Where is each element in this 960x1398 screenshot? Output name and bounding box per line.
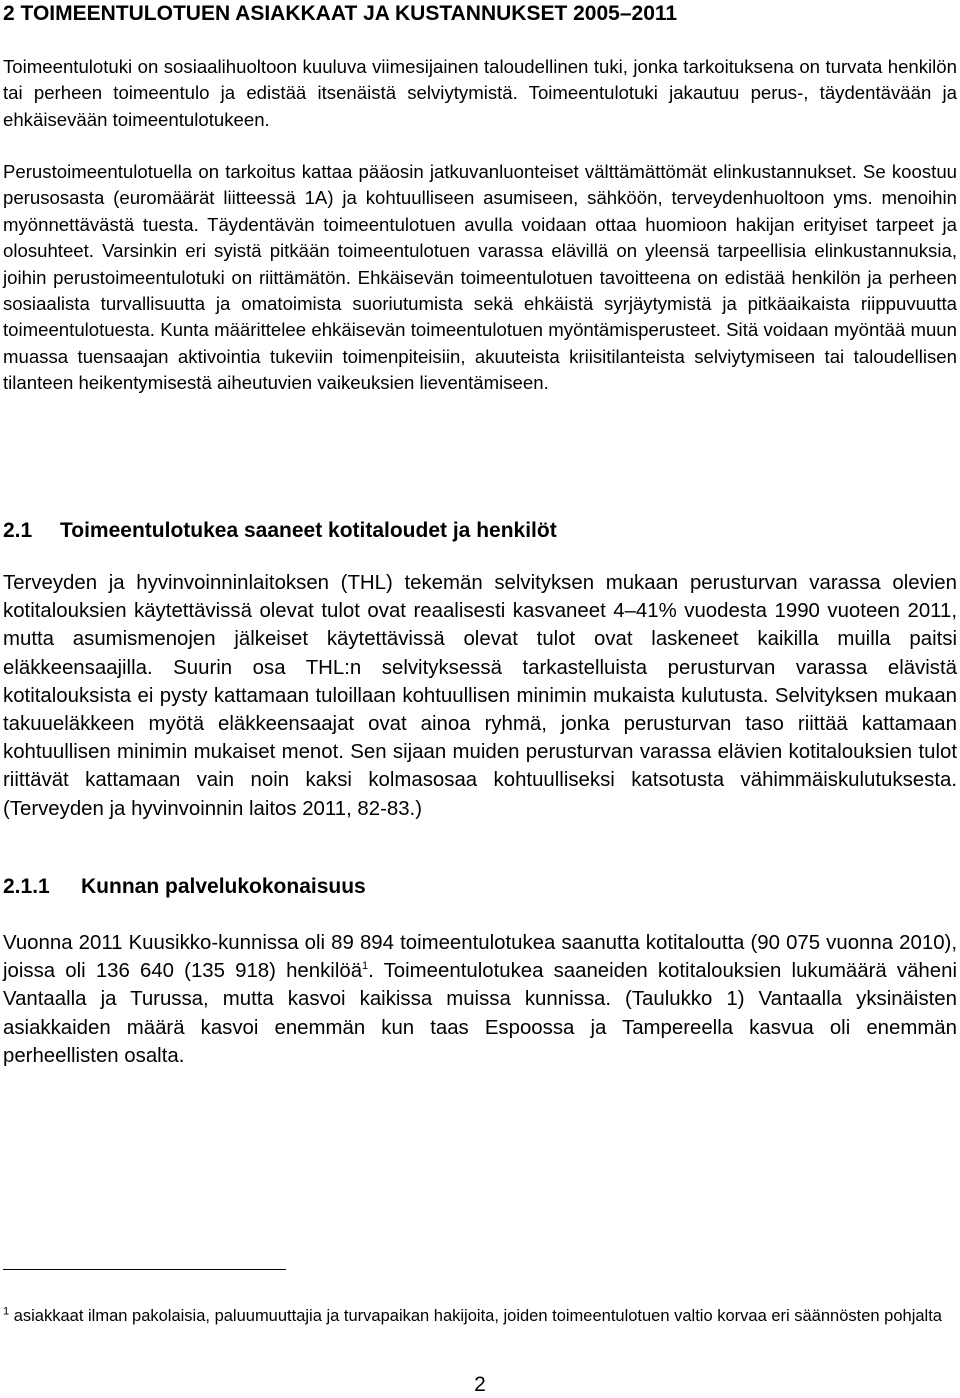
intro-paragraph: Toimeentulotuki on sosiaalihuoltoon kuuluva viimesijainen taloudellinen tuki, jonka tarkoituksena on turvata henkilön tai perheen toimeentulo ja edistää itsenäistä selviytymistä. Toimeentulotuki jakautuu perus-, täydentävään ja ehkäisevään toimeentulotukeen.	[3, 56, 957, 130]
municipal-text-end: . Toimeentulotukea saaneiden kotitalouksien lukumäärä väheni Vantaalla ja Turussa, mutta kasvoi kaikissa muissa kunnissa. (Taulukko 1) Vantaalla yksinäisten asiakkaiden määrä kasvoi enemmän kun taas Espoossa ja Tampereella kasvua oli enemmän perheellisten osalta.	[3, 960, 957, 1067]
subsection-heading	[3, 873, 366, 901]
footnote	[3, 1304, 957, 1328]
basic-support-paragraph: Perustoimeentulotuella on tarkoitus kattaa pääosin jatkuvanluonteiset välttämättömät elinkustannukset. Se koostuu perusosasta (euromäärät liitteessä 1A) ja kohtuulliseen asumiseen, sähköön, terveydenhuoltoon yms. menoihin myönnettävästä tuesta. Täydentävän toimeentulotuen avulla voidaan ottaa huomioon hakijan erityiset tarpeet ja olosuhteet. Varsinkin eri syistä pitkään toimeentulotuen varassa elävillä on yleensä tarpeellisia elinkustannuksia, joihin perustoimeentulotuki on riittämätön. Ehkäisevän toimeentulotuen tavoitteena on edistää henkilön ja perheen sosiaalista turvallisuutta ja omatoimista suoriutumista sekä ehkäistä syrjäytymistä ja pitkäaikaista riippuvuutta toimeentulotuesta. Kunta määrittelee ehkäisevän toimeentulotuen myöntämisperusteet. Sitä voidaan myöntää muun muassa tuensaajan aktivointia tukeviin toimenpiteisiin, akuuteista kriisitilanteista selviytymiseen tai taloudellisen tilanteen heikentymisestä aiheutuvien vaikeuksien lieventämiseen.	[3, 161, 957, 394]
footnote-text: asiakkaat ilman pakolaisia, paluumuuttajia ja turvapaikan hakijoita, joiden toimeentulotuen valtio korvaa eri säännösten pohjalta	[13, 1307, 942, 1325]
section-number: 2.1	[3, 519, 33, 542]
footnote-separator	[3, 1269, 286, 1270]
page-number: 2	[474, 1373, 486, 1396]
thl-study-paragraph: Terveyden ja hyvinvoinninlaitoksen (THL) tekemän selvityksen mukaan perusturvan varassa olevien kotitalouksien käytettävissä olevat tulot ovat reaalisesti kasvaneet 4–41% vuodesta 1990 vuoteen 2011, mutta asumismenojen jälkeiset käytettävissä olevat tulot ovat laskeneet kaikilla muilla paitsi eläkkeensaajilla. Suurin osa THL:n selvityksessä tarkastelluista perusturvan varassa elävistä kotitalouksista ei pysty kattamaan tuloillaan kohtuullisen minimin mukaista kulutusta. Selvityksen mukaan takuueläkkeen myötä eläkkeensaajat ovat ainoa ryhmä, jonka perusturvan taso riittää kattamaan kohtuullisen minimin mukaiset menot. Sen sijaan muiden perusturvan varassa elävien kotitalouksien tulot riittävät kattamaan vain noin kaksi kolmasosaa kohtuulliseksi katsotusta vähimmäiskulutuksesta. (Terveyden ja hyvinvoinnin laitos 2011, 82-83.)	[3, 572, 957, 820]
municipal-paragraph	[3, 929, 957, 1070]
section-heading	[3, 517, 557, 545]
municipal-text-start: Vuonna 2011 Kuusikko-kunnissa oli 89 894 toimeentulotukea saanutta kotitaloutta (90 075 vuonna 2010), joissa oli 136 640 (135 918) henkilöä	[3, 932, 957, 983]
footnote-reference: 1	[362, 960, 369, 973]
footnote-marker: 1	[3, 1305, 10, 1318]
subsection-title: Kunnan palvelukokonaisuus	[81, 875, 366, 898]
chapter-heading: 2 TOIMEENTULOTUEN ASIAKKAAT JA KUSTANNUKSET 2005–2011	[3, 2, 678, 25]
subsection-number: 2.1.1	[3, 875, 50, 898]
section-title: Toimeentulotukea saaneet kotitaloudet ja henkilöt	[60, 519, 557, 542]
